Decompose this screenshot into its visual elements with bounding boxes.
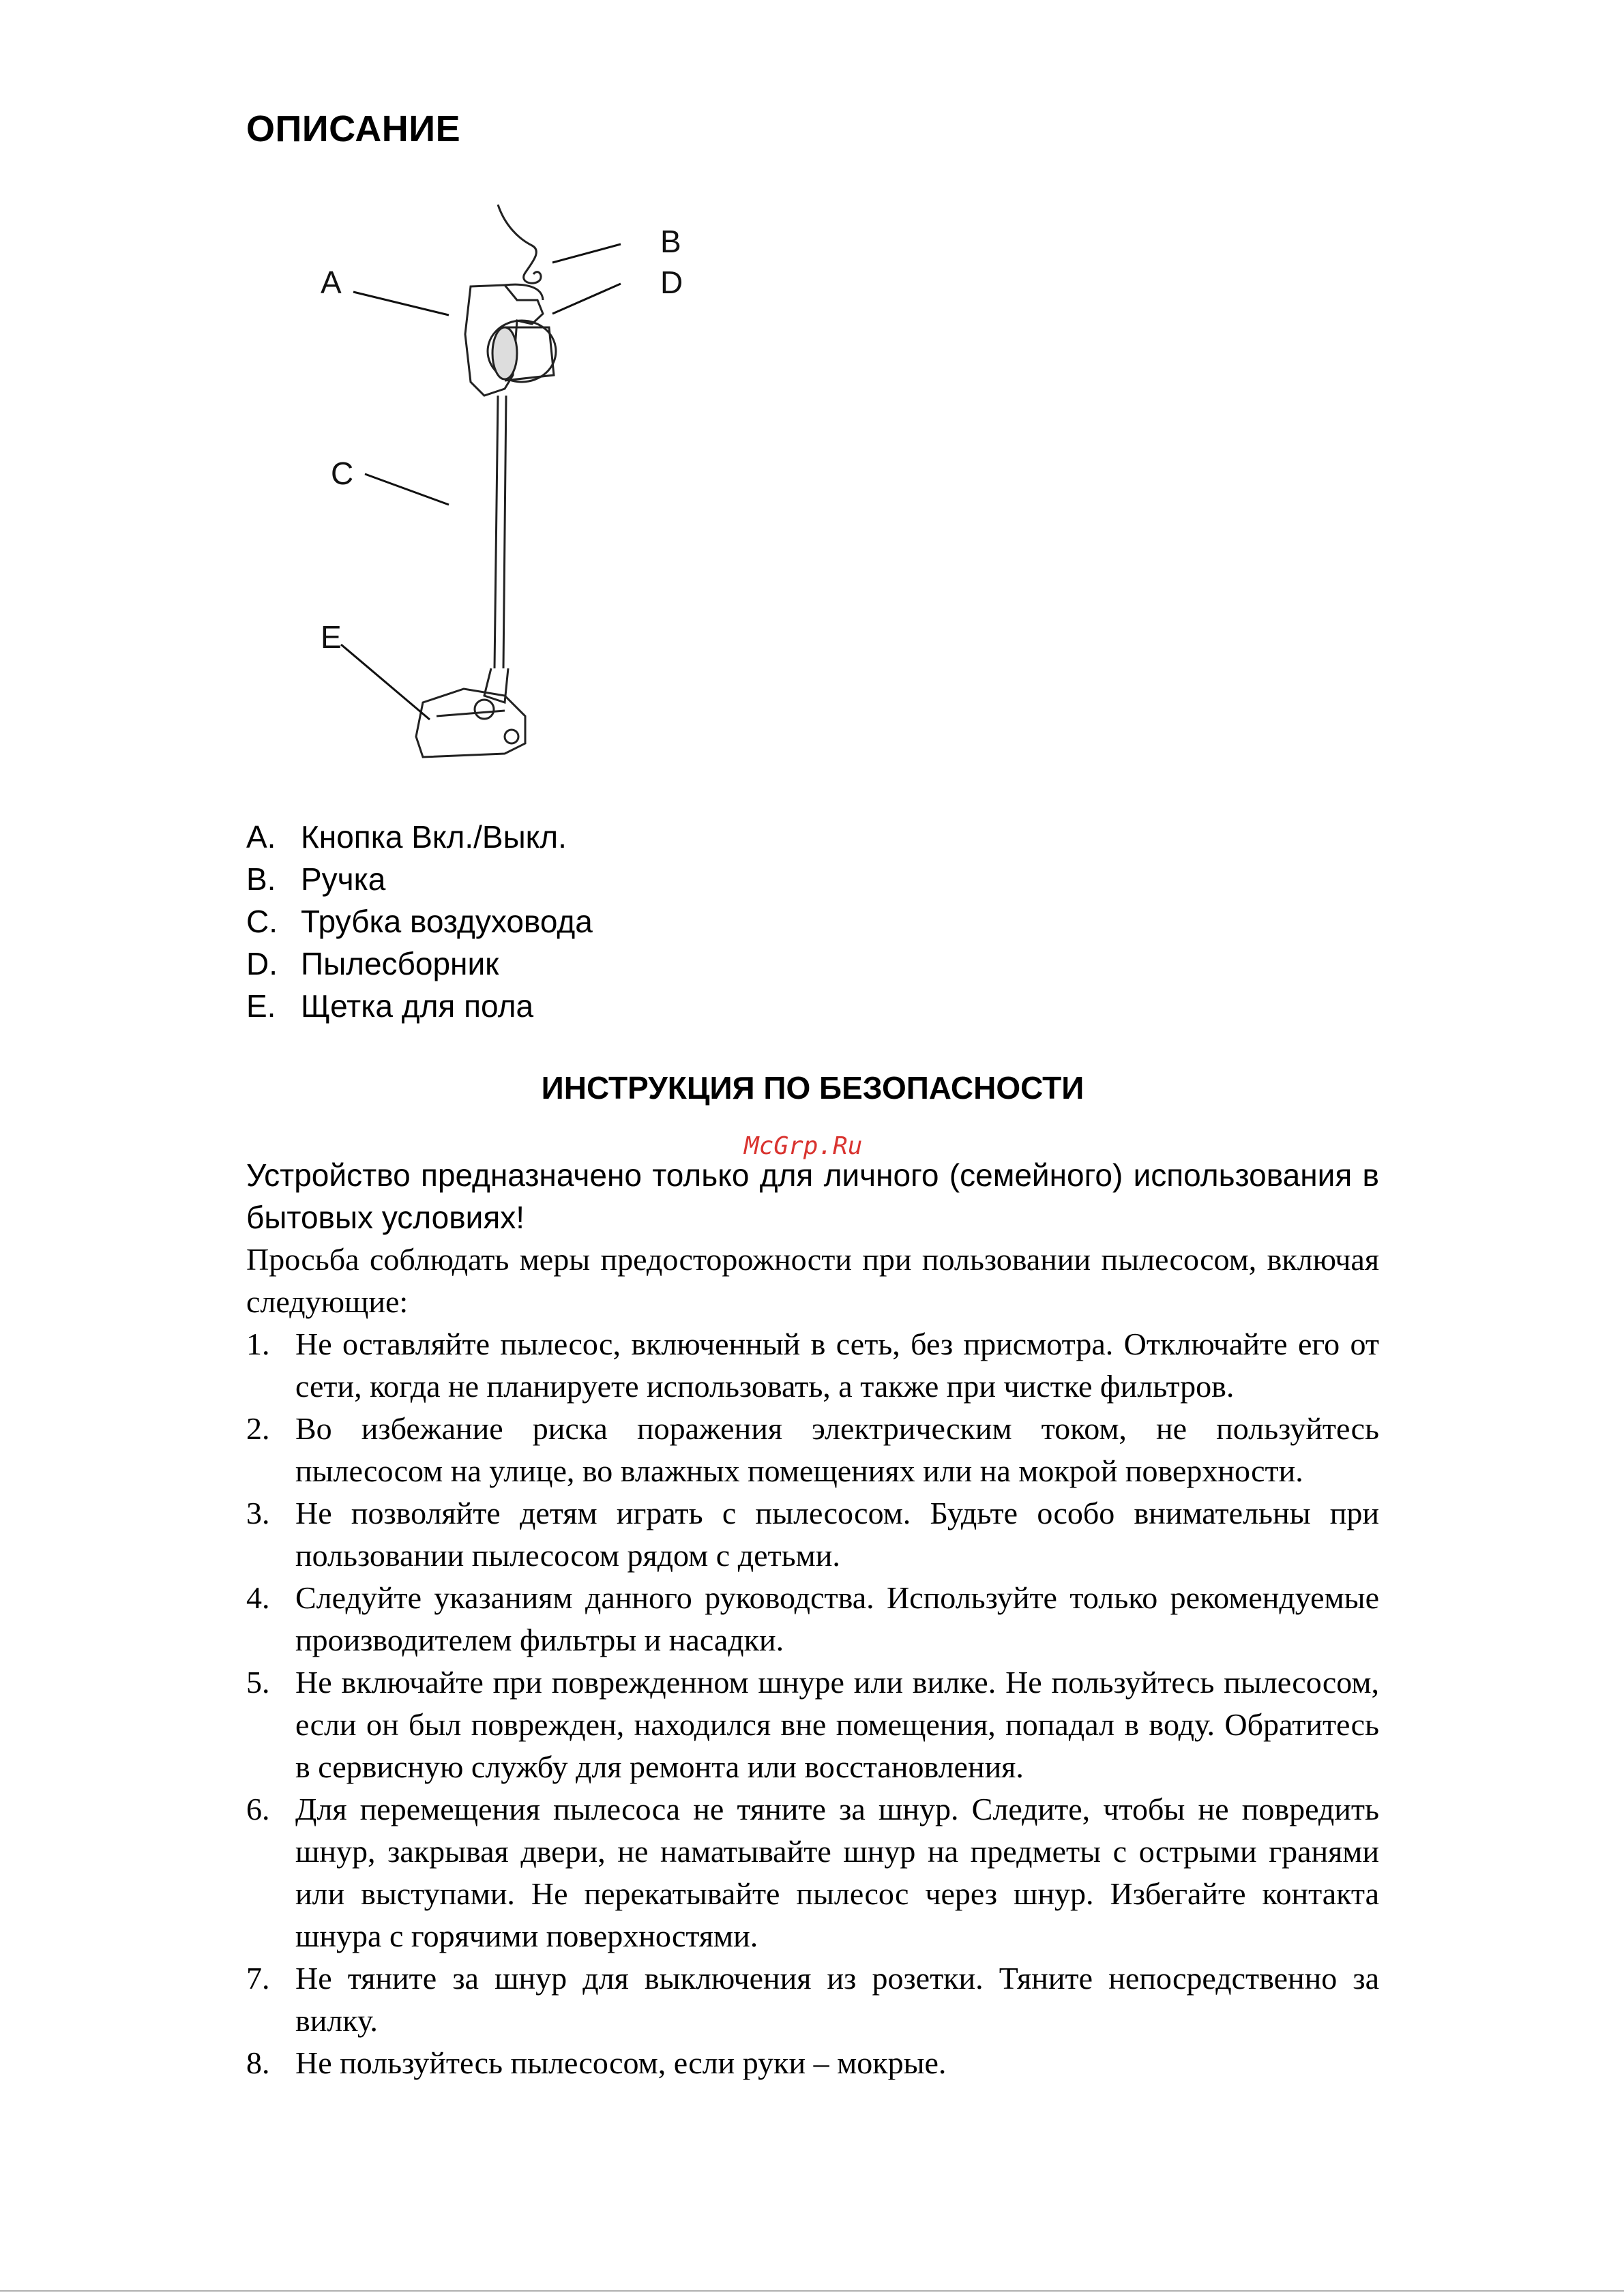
power-cord: [498, 205, 541, 283]
rule-item: 7. Не тяните за шнур для выключения из розетки. Тяните непосредственно за вилку.: [246, 1961, 1379, 2038]
figure-label-c: C: [331, 456, 354, 491]
description-heading: ОПИСАНИЕ: [246, 108, 461, 149]
rule-item: 2. Во избежание риска поражения электрическим током, не пользуйтесь пылесосом на улице, во влажных помещениях или на мокрой поверхности.: [246, 1411, 1379, 1488]
intro-text: Устройство предназначено только для личного (семейного) использования в бытовых условиях!: [246, 1157, 1379, 1235]
page-bottom-divider: [0, 2290, 1624, 2292]
figure-label-a: A: [321, 265, 342, 300]
part-item: D. Пылесборник: [246, 946, 499, 981]
rule-item: 6. Для перемещения пылесоса не тяните за шнур. Следите, чтобы не повредить шнур, закрывая двери, не наматывайте шнур на предметы с острыми гранями или выступами. Не перекатывайте пылесос через шнур. Избегайте контакта шнура с горячими поверхностями.: [246, 1792, 1379, 1953]
vacuum-cleaner-illustration: [300, 198, 737, 784]
part-item: C. Трубка воздуховода: [246, 904, 593, 939]
watermark: McGrp.Ru: [744, 1132, 863, 1160]
rule-item: 3. Не позволяйте детям играть с пылесосом. Будьте особо внимательны при пользовании пылесосом рядом с детьми.: [246, 1496, 1379, 1573]
part-item: E. Щетка для пола: [246, 988, 534, 1024]
figure-label-b: B: [660, 224, 681, 259]
part-item: B. Ручка: [246, 861, 386, 897]
figure-label-d: D: [660, 265, 683, 300]
floor-brush: [416, 689, 525, 757]
safety-heading: ИНСТРУКЦИЯ ПО БЕЗОПАСНОСТИ: [541, 1070, 1084, 1106]
rule-item: 1. Не оставляйте пылесос, включенный в сеть, без присмотра. Отключайте его от сети, когда не планируете использовать, а также при чистке фильтров.: [246, 1327, 1379, 1404]
precaution-text: Просьба соблюдать меры предосторожности при пользовании пылесосом, включая следующие:: [246, 1242, 1379, 1319]
rule-item: 8. Не пользуйтесь пылесосом, если руки – мокрые.: [246, 2045, 947, 2080]
safety-rules-list: [246, 1323, 1379, 2084]
rule-item: 5. Не включайте при поврежденном шнуре или вилке. Не пользуйтесь пылесосом, если он был поврежден, находился вне помещения, попадал в воду. Обратитесь в сервисную службу для ремонта или восстановления.: [246, 1665, 1379, 1784]
parts-list: [246, 816, 593, 1027]
figure-label-e: E: [321, 619, 342, 655]
air-tube: [494, 396, 506, 668]
part-item: A. Кнопка Вкл./Выкл.: [246, 819, 567, 855]
rule-item: 4. Следуйте указаниям данного руководства. Используйте только рекомендуемые производителем фильтры и насадки.: [246, 1580, 1379, 1657]
